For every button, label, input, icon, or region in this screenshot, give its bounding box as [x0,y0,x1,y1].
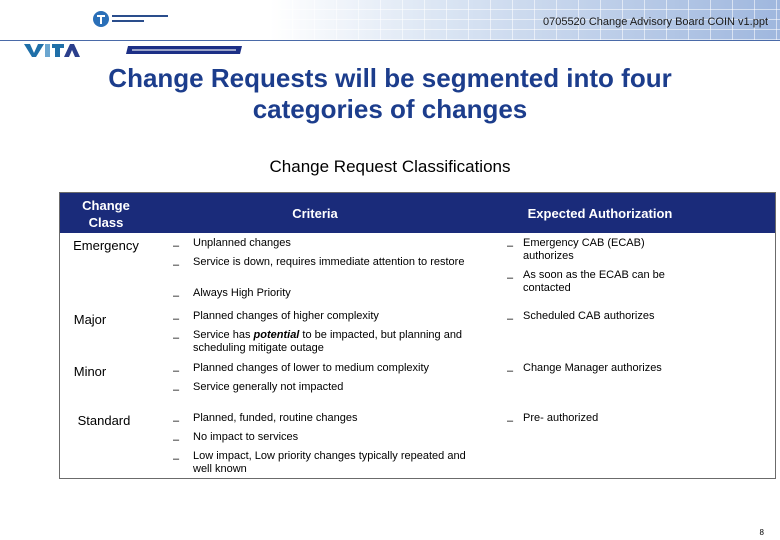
header-divider [0,40,780,41]
bullet-dash: – [173,313,180,325]
bullet-dash: – [173,259,180,271]
bullet-dash: – [507,240,514,252]
header-change-class-line-1: Change [82,198,130,213]
bullet-dash: – [507,365,514,377]
header-change-class [60,197,152,231]
criteria-item: No impact to services [193,431,299,443]
bullet-dash: – [507,272,514,284]
authorization-item: Change Manager authorizes [523,362,662,374]
table-header [60,193,775,233]
slide-title-line-2: categories of changes [252,94,528,124]
slide-title-line-1: Change Requests will be segmented into four [108,63,672,93]
header-criteria: Criteria [292,206,338,221]
bullet-dash: – [173,434,180,446]
bullet-dash: – [173,365,180,377]
bullet-dash: – [173,240,180,252]
criteria-item-potential [193,329,473,355]
file-name: 0705520 Change Advisory Board COIN v1.ppt [542,16,768,28]
bullet-dash: – [173,384,180,396]
classification-table [59,192,776,479]
criteria-item: Planned, funded, routine changes [193,412,358,424]
criteria-item: Service generally not impacted [193,381,344,393]
row-label-standard: Standard [77,413,131,428]
authorization-item: Pre- authorized [523,412,599,424]
criteria-item: Low impact, Low priority changes typically repeated and well known [193,450,466,475]
authorization-item: Emergency CAB (ECAB) authorizes [523,237,645,262]
criteria-item: Unplanned changes [193,237,291,249]
authorization-item: As soon as the ECAB can be contacted [523,269,665,294]
criteria-item: Service is down, requires immediate attention to restore [193,256,465,268]
bullet-dash: – [173,290,180,302]
row-label-minor: Minor [73,364,107,379]
row-label-major: Major [73,312,107,327]
bullet-dash: – [173,415,180,427]
criteria-text: Service has [193,329,254,341]
header-banner [270,0,780,40]
header-change-class-line-2: Class [88,215,124,230]
criteria-item: Always High Priority [193,287,291,299]
slide-title [0,63,780,125]
row-label-emergency: Emergency [73,238,139,253]
authorization-item: Scheduled CAB authorizes [523,310,655,322]
northrop-grumman-logo [126,43,244,57]
bullet-dash: – [507,415,514,427]
header-expected-authorization: Expected Authorization [527,206,673,221]
bullet-dash: – [507,313,514,325]
infrastructure-partnership-logo [92,9,172,29]
criteria-text: to be impacted, but planning and scheduling mitigate outage [193,329,463,354]
page-number: 8 [759,528,764,537]
criteria-item: Planned changes of higher complexity [193,310,379,322]
criteria-emphasis: potential [253,329,300,341]
table-caption: Change Request Classifications [269,157,511,176]
bullet-dash: – [173,332,180,344]
bullet-dash: – [173,453,180,465]
criteria-item: Planned changes of lower to medium complexity [193,362,430,374]
vta-logo [24,42,80,58]
